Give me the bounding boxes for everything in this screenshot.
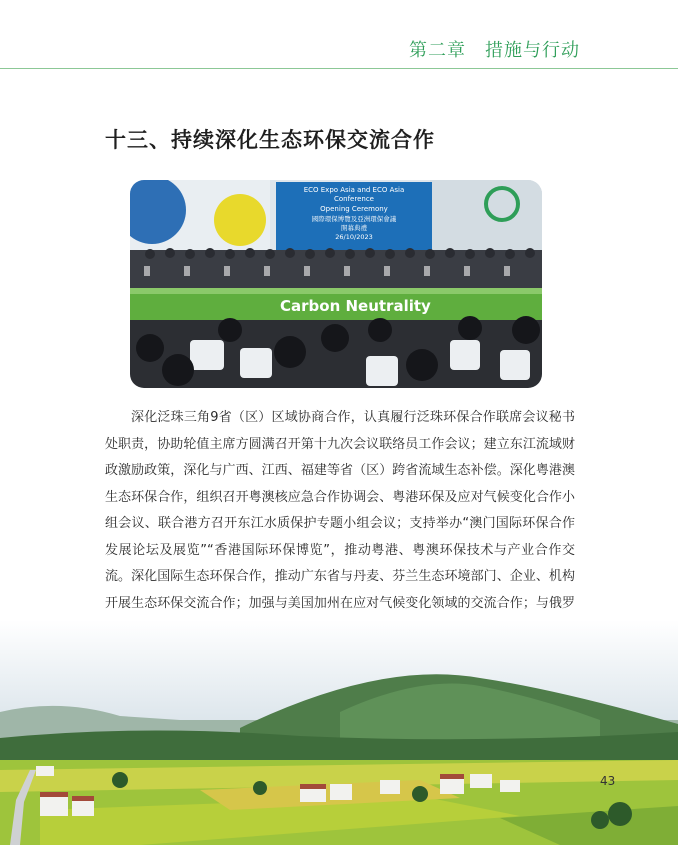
landscape-illustration-svg: [0, 620, 678, 845]
chapter-header: [0, 0, 678, 69]
section-title: 十三、持续深化生态环保交流合作: [105, 127, 435, 152]
screen-line-3: Opening Ceremony: [320, 205, 388, 213]
screen-line-4: 國際環保博覽及亞洲環保會議: [311, 215, 397, 223]
body-paragraph: 深化泛珠三角9省（区）区域协商合作，认真履行泛珠环保合作联席会议秘书处职责，协助轮值主席方圆满召开第十九次会议联络员工作会议；建立东江流域财政激励政策，深化与广西、江西、福建等省（区）跨省流域生态补偿。深化粤港澳生态环保合作，组织召开粤澳核应急合作协调会、粤港环保及应对气候变化合作小组会议、联合港方召开东江水质保护专题小组会议；支持举办“澳门国际环保合作发展论坛及展览”“香港国际环保博览”，推动粤港、粤澳环保技术与产业合作交流。深化国际生态环保合作，推动广东省与丹麦、芬兰生态环境部门、企业、机构开展生态环保交流合作；加强与美国加州在应对气候变化领域的交流合作；与俄罗: [105, 410, 575, 611]
chapter-title: 第二章 措施与行动: [409, 40, 580, 61]
screen-line-6: 26/10/2023: [335, 233, 373, 241]
screen-line-1: ECO Expo Asia and ECO Asia: [303, 186, 405, 194]
conference-photo: [130, 180, 542, 388]
conference-photo-illustration: [130, 180, 542, 388]
screen-line-2: Conference: [333, 195, 375, 203]
screen-line-5: 開幕典禮: [341, 224, 367, 232]
page-number: 43: [600, 774, 616, 788]
landscape-illustration: [0, 620, 678, 845]
carbon-banner-text: Carbon Neutrality: [280, 297, 431, 315]
